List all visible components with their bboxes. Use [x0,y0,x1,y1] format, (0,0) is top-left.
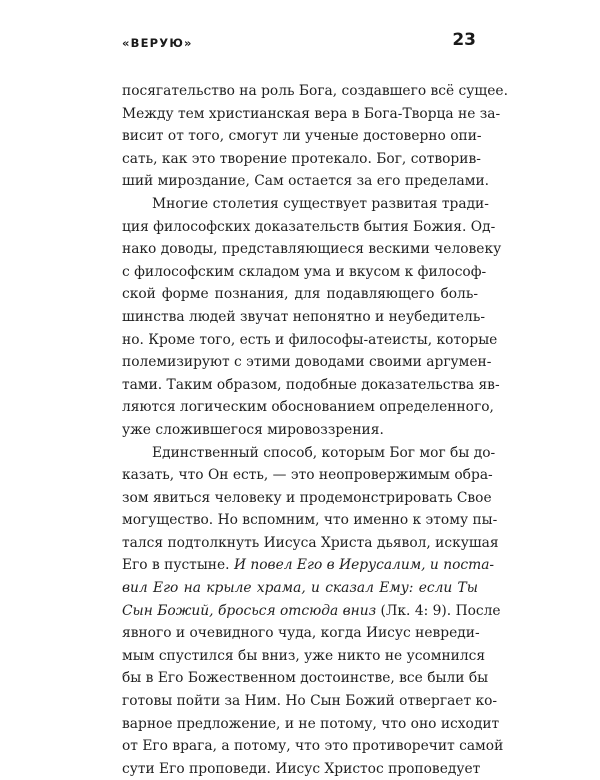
text-line: варное предложение, и не потому, что оно исходит [122,715,500,732]
text-line: сути Его проповеди. Иисус Христос проповедует [122,760,481,777]
text-span: Его в пустыне. [122,557,230,574]
body-text [122,80,508,780]
text-line: уже сложившегося мировоззрения. [122,421,384,438]
text-line: от Его врага, а потому, что это противоречит самой [122,738,504,755]
text-line: но. Кроме того, есть и философы-атеисты, которые [122,331,498,348]
text-line: Между тем христианская вера в Бога-Творца не за- [122,105,501,122]
text-line: тался подтолкнуть Иисуса Христа дьявол, искушая [122,534,499,551]
page-number: 23 [452,30,476,50]
text-line: нако доводы, представляющиеся вескими человеку [122,241,502,258]
text-line [122,554,495,577]
text-line: ской форме познания, для подавляющего боль- [122,286,478,303]
text-line: явного и очевидного чуда, когда Иисус невреди- [122,625,480,642]
text-line: ляются логическим обоснованием определенного, [122,399,494,416]
text-line: мым спустился бы вниз, уже никто не усомнился [122,647,486,664]
scripture-quote: Сын Божий, бросься отсюда вниз [122,602,377,619]
text-line: ция философских доказательств бытия Божия. Од- [122,218,496,235]
text-line: готовы пойти за Ним. Но Сын Божий отвергает ко- [122,693,498,710]
text-line: полемизируют с этими доводами своими аргумен- [122,354,492,371]
text-line: Многие столетия существует развитая тради- [152,195,489,212]
text-line: сать, как это творение протекало. Бог, сотворив- [122,150,481,167]
text-line: шинства людей звучат непонятно и неубедитель- [122,308,485,325]
text-line: тами. Таким образом, подобные доказательства яв- [122,376,500,393]
text-line: висит от того, смогут ли ученые достоверно опи- [122,128,482,145]
text-line: посягательство на роль Бога, создавшего всё сущее. [122,83,508,99]
text-line: с философским складом ума и вкусом к философ- [122,263,487,280]
text-line: могущество. Но вспомним, что именно к этому пы- [122,512,498,529]
text-line: ший мироздание, Сам остается за его пределами. [122,173,490,190]
text-line: казать, что Он есть, — это неопровержимым обра- [122,467,493,484]
text-line: зом явиться человеку и продемонстрировать Свое [122,489,492,506]
text-line: бы в Его Божественном достоинстве, все были бы [122,670,489,687]
text-line: Единственный способ, которым Бог мог бы до- [152,444,496,461]
text-line [122,600,501,623]
scripture-reference: (Лк. 4: 9). После [380,602,501,619]
scripture-quote: вил Его на крыле храма, и сказал Ему: если Ты [122,580,478,597]
running-head: «ВЕРУЮ» [122,36,193,50]
scripture-quote: И повел Его в Иерусалим, и поста- [233,557,495,574]
